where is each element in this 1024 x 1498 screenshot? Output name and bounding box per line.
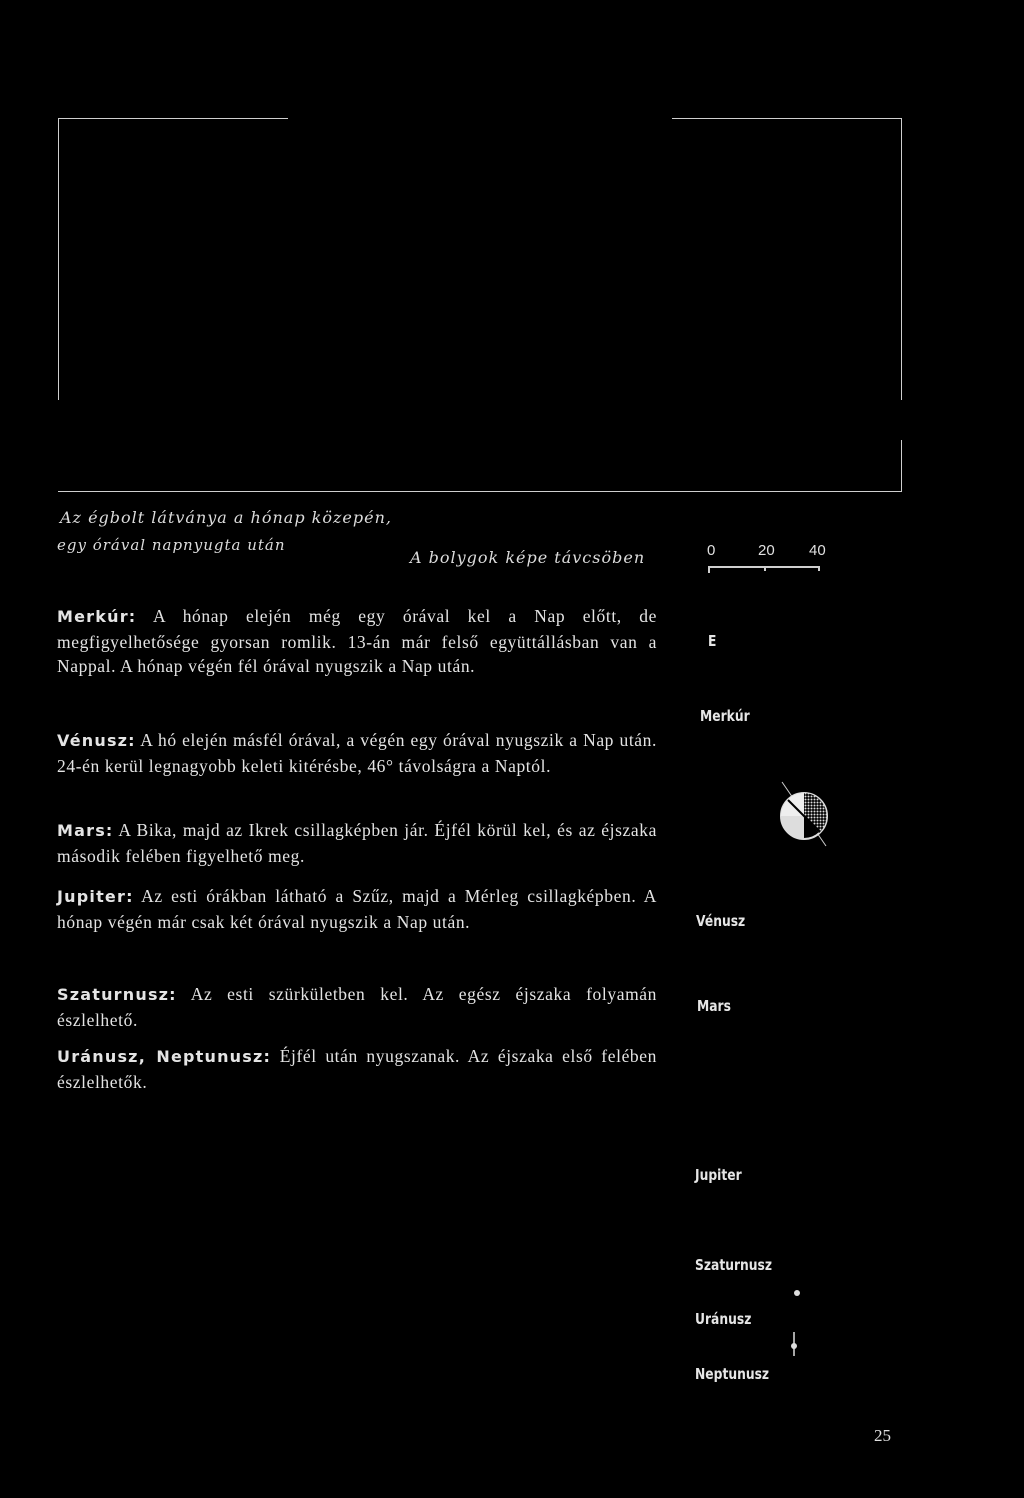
sky-caption-line1: Az égbolt látványa a hónap közepén, — [60, 508, 392, 527]
paragraph-text: Az esti órákban látható a Szűz, majd a Mérleg csillagképben. A hónap végén már csak két órával nyugszik a Nap után. — [57, 886, 657, 932]
paragraph-uranusz-neptunusz — [57, 1044, 657, 1094]
scale-tick-40 — [818, 566, 820, 571]
planet-label-szaturnusz: Szaturnusz — [695, 1256, 773, 1274]
saturn-dot-icon — [794, 1290, 800, 1296]
paragraph-text: Éjfél után nyugszanak. Az éjszaka első felében észlelhetők. — [57, 1046, 657, 1092]
planet-name: Szaturnusz: — [57, 985, 177, 1004]
frame-left — [58, 118, 59, 400]
frame-right-lower — [901, 440, 902, 492]
paragraph-text: A hó elején másfél órával, a végén egy órával nyugszik a Nap után. 24-én kerül legnagyobb keleti kitérésbe, 46° távolságra a Naptól. — [57, 730, 657, 776]
planet-name: Uránusz, Neptunusz: — [57, 1047, 272, 1066]
paragraph-mars — [57, 818, 657, 868]
planet-label-neptunusz: Neptunusz — [695, 1365, 770, 1383]
planet-label-mars: Mars — [697, 997, 731, 1015]
scale-label-0: 0 — [707, 542, 716, 559]
planet-name: Mars: — [57, 821, 114, 840]
scale-label-20: 20 — [758, 542, 775, 559]
direction-label-east: E — [708, 632, 717, 650]
paragraph-venusz — [57, 728, 657, 778]
scale-tick-20 — [764, 566, 766, 571]
scale-label-40: 40 — [809, 542, 826, 559]
telescope-caption: A bolygok képe távcsöben — [410, 548, 646, 567]
paragraph-text: Az esti szürkületben kel. Az egész éjszaka folyamán észlelhető. — [57, 984, 657, 1030]
venus-disk-icon — [780, 780, 830, 850]
paragraph-merkur — [57, 604, 657, 679]
uranus-symbol-icon — [788, 1332, 800, 1356]
page-number: 25 — [874, 1426, 891, 1445]
frame-top-left — [58, 118, 288, 119]
scale-tick-0 — [708, 566, 710, 573]
frame-top-right — [672, 118, 902, 119]
frame-right — [901, 118, 902, 400]
planet-name: Jupiter: — [57, 887, 134, 906]
frame-bottom — [58, 491, 902, 492]
planet-name: Merkúr: — [57, 607, 137, 626]
planet-label-jupiter: Jupiter — [695, 1166, 742, 1184]
paragraph-jupiter — [57, 884, 657, 934]
planet-name: Vénusz: — [57, 731, 136, 750]
planet-label-venusz: Vénusz — [696, 912, 746, 930]
planet-label-uranusz: Uránusz — [695, 1310, 752, 1328]
sky-caption-line2: egy órával napnyugta után — [57, 536, 286, 554]
planet-label-merkur: Merkúr — [700, 707, 750, 725]
paragraph-text: A hónap elején még egy órával kel a Nap előtt, de megfigyelhetősége gyorsan romlik. 13-án már felső együttállásban van a Nappal. A hónap végén fél órával nyugszik a Nap után. — [57, 606, 657, 676]
paragraph-text: A Bika, majd az Ikrek csillagképben jár. Éjfél körül kel, és az éjszaka második felében figyelhető meg. — [57, 820, 657, 866]
paragraph-szaturnusz — [57, 982, 657, 1032]
